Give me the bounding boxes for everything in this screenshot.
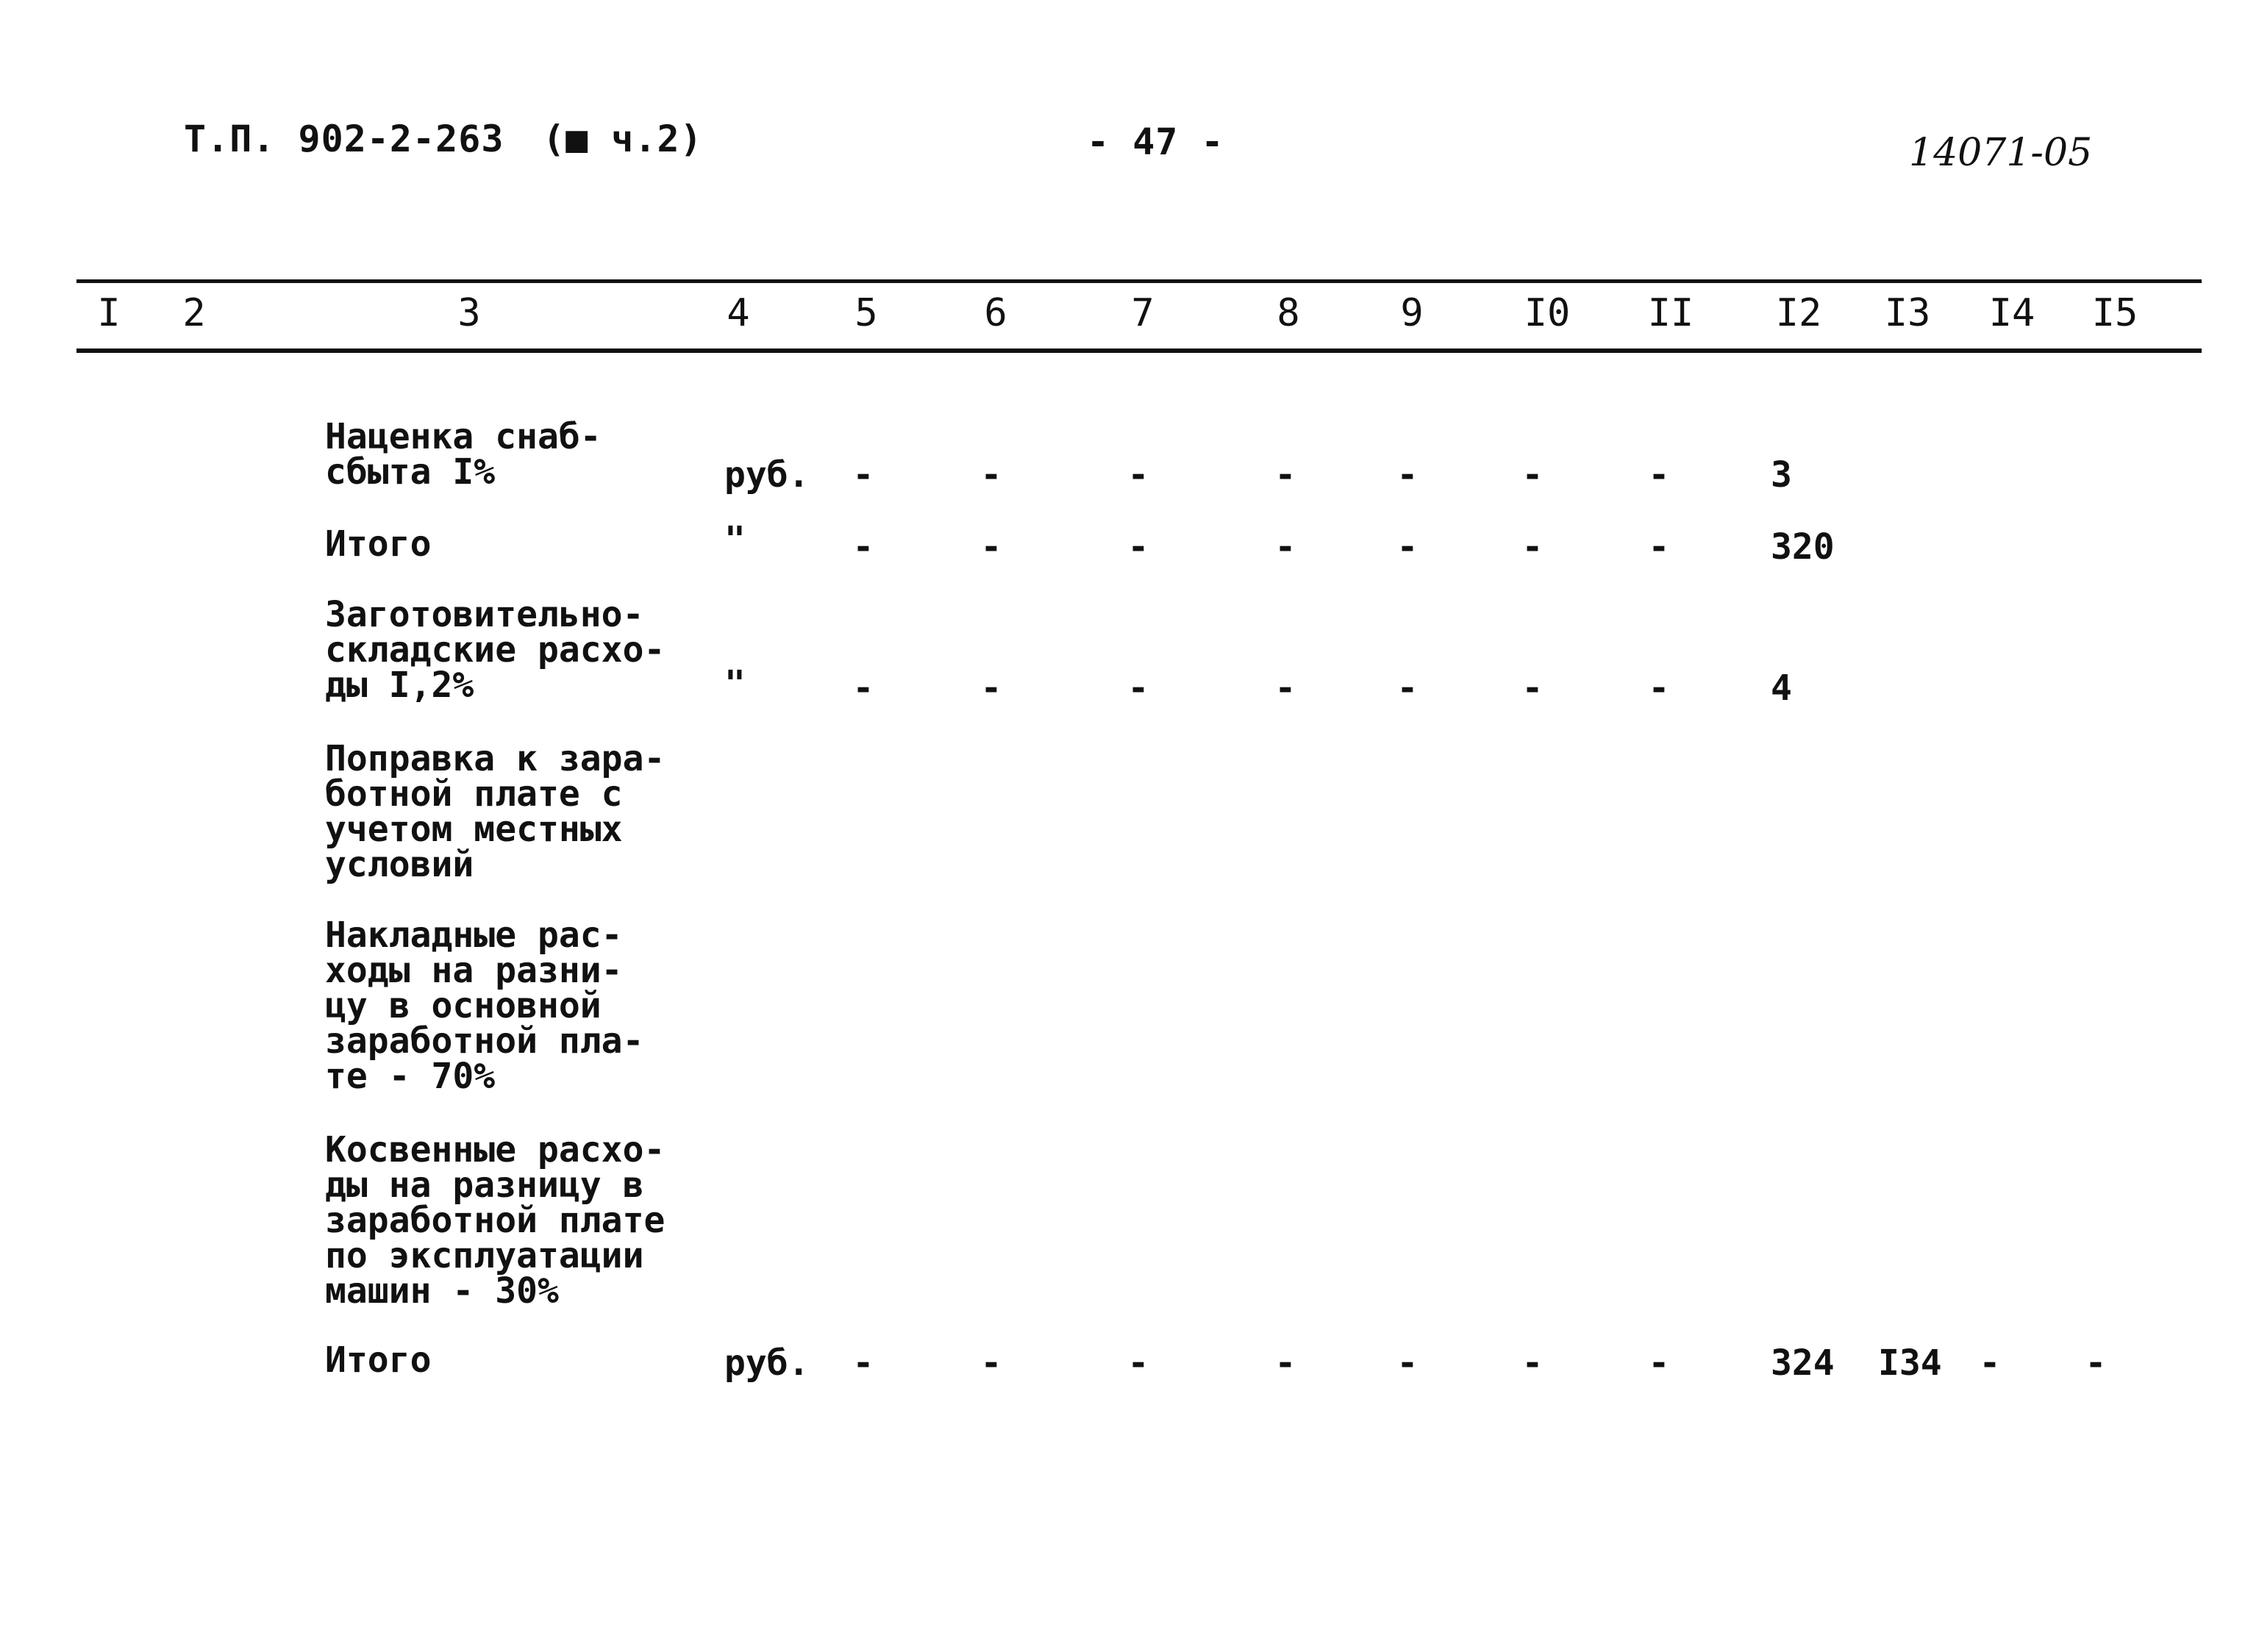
column-number: 3 (457, 291, 481, 335)
column-number: 5 (854, 291, 878, 335)
cell-col7: - (1127, 668, 1149, 709)
cell-col6: - (980, 668, 1002, 709)
row-description: Заготовительно- складские расхо- ды I,2% (325, 594, 665, 706)
cell-col10: - (1521, 668, 1544, 709)
row-description: Наценка снаб- сбыта I% (325, 416, 602, 493)
cell-col9: - (1396, 668, 1418, 709)
cell-col5: - (852, 668, 874, 709)
row-unit: руб. (724, 454, 810, 496)
row-description: Косвенные расхо- ды на разницу в заработной плате по эксплуатации машин - 30% (325, 1129, 665, 1312)
cell-col7: - (1127, 454, 1149, 496)
cell-col6: - (980, 454, 1002, 496)
cell-col12: 3 (1771, 454, 1792, 496)
cell-col12: 320 (1771, 526, 1835, 568)
column-number: 6 (984, 291, 1007, 335)
cell-col5: - (852, 1342, 874, 1384)
column-number: 2 (182, 291, 206, 335)
cell-col8: - (1274, 526, 1296, 568)
cell-col11: - (1648, 526, 1670, 568)
cell-col15: - (2085, 1342, 2107, 1384)
cell-col5: - (852, 526, 874, 568)
cell-col6: - (980, 1342, 1002, 1384)
archive-stamp-number: 14071-05 (1909, 131, 2093, 175)
row-unit: руб. (724, 1342, 810, 1384)
column-number: I0 (1524, 291, 1571, 335)
column-number: I4 (1988, 291, 2035, 335)
column-number: I (97, 291, 121, 335)
row-unit: " (724, 519, 746, 560)
cell-col9: - (1396, 526, 1418, 568)
document-part: (■ ч.2) (543, 118, 703, 160)
cell-col11: - (1648, 1342, 1670, 1384)
row-description: Накладные рас- ходы на разни- цу в основной заработной пла- те - 70% (325, 915, 644, 1097)
document-code: Т.П. 902-2-263 (184, 118, 504, 160)
cell-col14: - (1979, 1342, 2001, 1384)
page-number: - 47 - (1087, 121, 1224, 163)
cell-col9: - (1396, 454, 1418, 496)
cell-col11: - (1648, 454, 1670, 496)
row-unit: " (724, 663, 746, 704)
table-header-bottom-rule (76, 348, 2202, 353)
row-description: Итого (325, 523, 432, 565)
row-description: Итого (325, 1340, 432, 1381)
cell-col6: - (980, 526, 1002, 568)
column-number: 9 (1400, 291, 1424, 335)
cell-col10: - (1521, 526, 1544, 568)
cell-col7: - (1127, 1342, 1149, 1384)
column-number: II (1647, 291, 1694, 335)
column-number: 4 (727, 291, 750, 335)
row-description: Поправка к зара- ботной плате с учетом местных условий (325, 738, 665, 885)
cell-col9: - (1396, 1342, 1418, 1384)
cell-col10: - (1521, 454, 1544, 496)
cell-col8: - (1274, 668, 1296, 709)
cell-col7: - (1127, 526, 1149, 568)
column-number: 7 (1131, 291, 1155, 335)
cell-col8: - (1274, 454, 1296, 496)
cell-col11: - (1648, 668, 1670, 709)
cell-col12: 324 (1771, 1342, 1835, 1384)
cell-col8: - (1274, 1342, 1296, 1384)
table-top-rule (76, 279, 2202, 283)
column-number: I3 (1884, 291, 1931, 335)
cell-col13: I34 (1878, 1342, 1942, 1384)
cell-col5: - (852, 454, 874, 496)
cell-col10: - (1521, 1342, 1544, 1384)
column-number: I2 (1775, 291, 1822, 335)
column-number: 8 (1277, 291, 1300, 335)
cell-col12: 4 (1771, 668, 1792, 709)
column-number: I5 (2091, 291, 2138, 335)
